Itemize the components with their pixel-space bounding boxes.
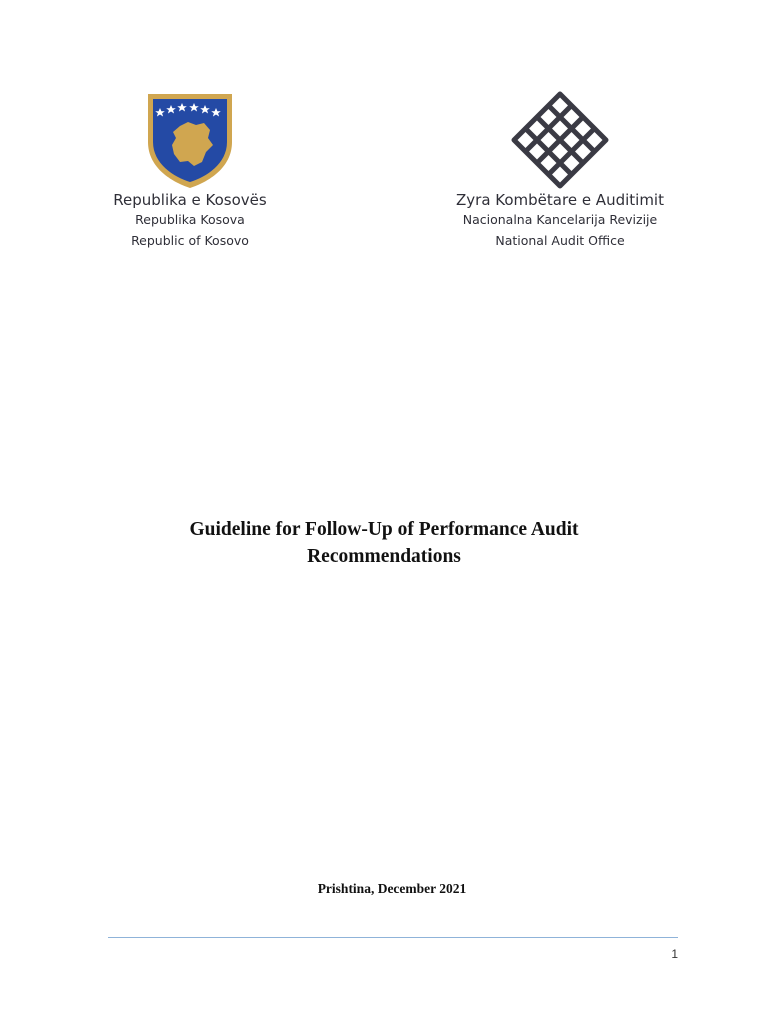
republic-of-kosovo-block [100,80,280,251]
footer-divider [108,937,678,938]
document-title [84,516,684,570]
org-name-serbian: Republika Kosova [135,212,245,227]
page-number: 1 [671,947,678,961]
office-name-serbian: Nacionalna Kancelarija Revizije [462,212,658,227]
national-audit-office-block [440,80,680,251]
org-name-english: Republic of Kosovo [131,233,249,248]
logo-wrap [440,90,680,190]
org-name-albanian: Republika e Kosovës [113,191,267,209]
place-and-date: Prishtina, December 2021 [317,881,467,896]
page-header [100,80,680,250]
emblem-wrap [100,90,280,190]
document-title-line1: Guideline for Follow-Up of Performance Audit [189,519,579,540]
office-name-english: National Audit Office [495,233,625,248]
lattice-logo-icon [510,90,610,190]
office-name-albanian: Zyra Kombëtare e Auditimit [456,191,664,209]
kosovo-coat-of-arms-icon [142,90,238,190]
document-title-line2: Recommendations [307,546,461,567]
